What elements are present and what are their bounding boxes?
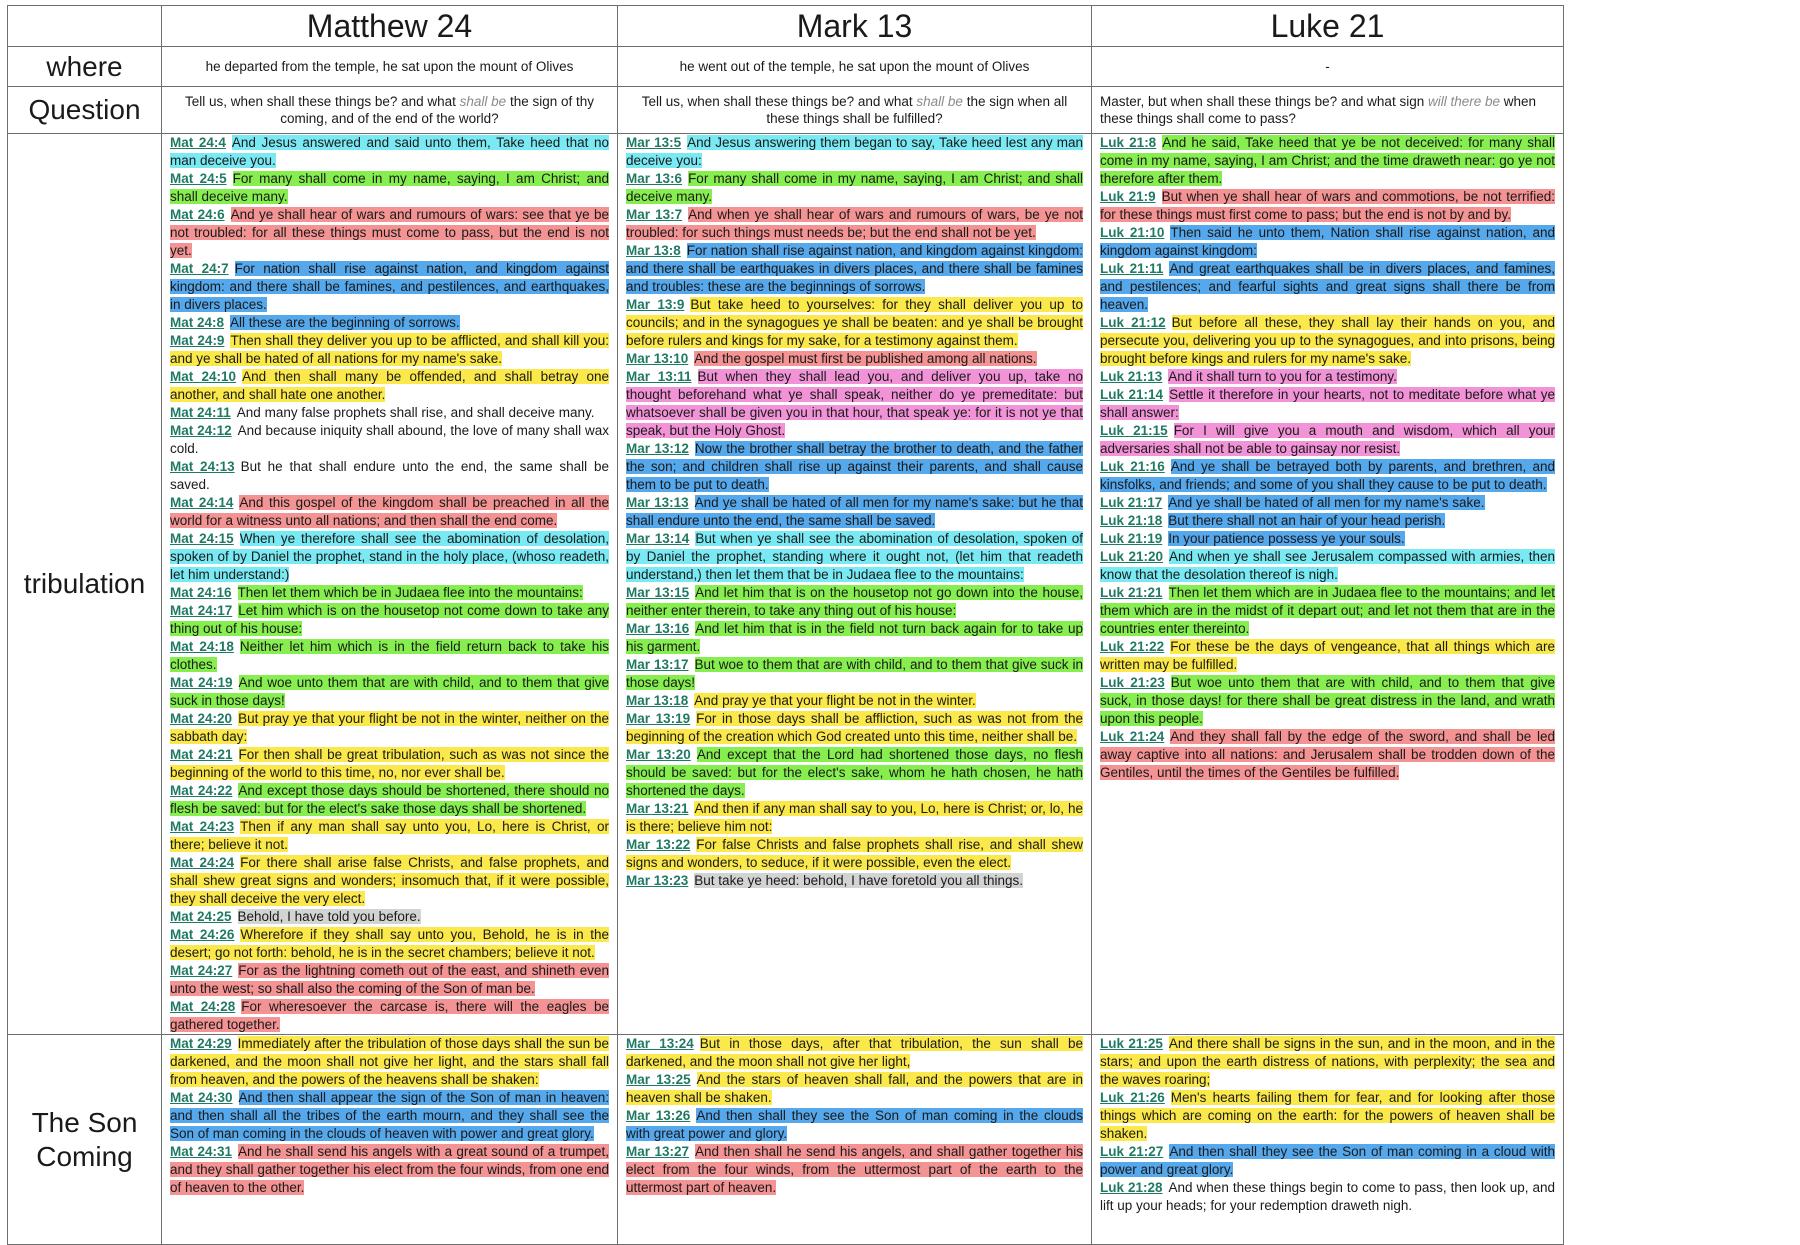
verse-item (170, 603, 609, 636)
verse-item (626, 243, 1083, 294)
verse-reference-link[interactable]: Mar 13:16 (626, 621, 690, 636)
verse-text: For nation shall rise against nation, and kingdom against kingdom: and there shall be earthquakes in divers places, and there shall be famines and troubles: these are the beginnings of sorrows. (626, 243, 1084, 294)
verse-item (1100, 585, 1555, 636)
verse-item (170, 747, 609, 780)
verse-item (1100, 1090, 1555, 1141)
verse-reference-link[interactable]: Mar 13:10 (626, 351, 689, 366)
verse-item (170, 531, 609, 582)
verse-reference-link[interactable]: Mat 24:30 (170, 1090, 233, 1105)
question-text: the sign of thy coming, and of the end of the world? (280, 94, 595, 126)
verse-item (1100, 1144, 1555, 1177)
verse-text: In your patience possess ye your souls. (1168, 531, 1405, 546)
question-text: the sign when all these things shall be fulfilled? (766, 94, 1068, 126)
verse-reference-link[interactable]: Mat 24:19 (170, 675, 233, 690)
verse-item (170, 459, 609, 492)
question-italic-text: shall be (459, 94, 507, 109)
column-header-luke: Luke 21 (1092, 6, 1564, 47)
verse-item (170, 1090, 609, 1141)
verse-text: Then said he unto them, Nation shall rise against nation, and kingdom against kingdom: (1100, 225, 1555, 258)
comparison-table (7, 5, 1564, 1245)
verse-reference-link[interactable]: Mar 13:24 (626, 1036, 694, 1051)
verse-text: But when ye shall see the abomination of desolation, spoken of by Daniel the prophet, standing where it ought not, (let him that readeth understand,) then let them that be in Judaea flee to the mountains: (626, 531, 1083, 582)
verse-text: Let him which is on the housetop not come down to take any thing out of his house: (170, 603, 609, 636)
verse-item (170, 819, 609, 852)
verse-item (170, 783, 609, 816)
verse-item (170, 1144, 609, 1195)
verse-text: But in those days, after that tribulation, the sun shall be darkened, and the moon shall not give her light, (626, 1036, 1083, 1069)
verse-item (626, 171, 1083, 204)
verse-reference-link[interactable]: Luk 21:12 (1100, 315, 1166, 330)
verse-text: And when ye shall see Jerusalem compassed with armies, then know that the desolation thereof is nigh. (1100, 549, 1555, 582)
verse-reference-link[interactable]: Mat 24:13 (170, 459, 235, 474)
verse-text: And when these things begin to come to pass, then look up, and lift up your heads; for your redemption draweth nigh. (1100, 1180, 1555, 1213)
corner-cell (8, 6, 162, 47)
verse-text: And woe unto them that are with child, and to them that give suck in those days! (170, 675, 609, 708)
verse-reference-link[interactable]: Mar 13:7 (626, 207, 683, 222)
verse-reference-link[interactable]: Mat 24:15 (170, 531, 234, 546)
verse-text: For nation shall rise against nation, and kingdom against kingdom: and there shall be famines, and pestilences, and earthquakes, in divers places. (170, 261, 609, 312)
verse-reference-link[interactable]: Luk 21:25 (1100, 1036, 1163, 1051)
verse-text: For as the lightning cometh out of the east, and shineth even unto the west; so shall also the coming of the Son of man be. (170, 963, 609, 996)
verse-text: And they shall fall by the edge of the sword, and shall be led away captive into all nations: and Jerusalem shall be trodden down of the Gentiles, until the times of the Gentiles be fulfilled. (1100, 729, 1556, 780)
question-italic-text: shall be (916, 94, 963, 109)
verses-cell-luke-coming (1092, 1035, 1564, 1245)
verse-text: And then if any man shall say to you, Lo, here is Christ; or, lo, he is there; believe him not: (626, 801, 1083, 834)
verse-item (170, 963, 609, 996)
verse-item (626, 585, 1083, 618)
verse-reference-link[interactable]: Mat 24:11 (170, 405, 231, 420)
verse-text: For many shall come in my name, saying, I am Christ; and shall deceive many. (626, 171, 1083, 204)
verse-item (1100, 1036, 1555, 1087)
verse-item (170, 405, 595, 420)
verse-item (170, 1036, 609, 1087)
verse-text: For then shall be great tribulation, such as was not since the beginning of the world to this time, no, nor ever shall be. (170, 747, 609, 780)
verse-reference-link[interactable]: Mar 13:22 (626, 837, 691, 852)
verse-text: And he said, Take heed that ye be not deceived: for many shall come in my name, saying, I am Christ; and the time draweth near: go ye not therefore after them. (1100, 135, 1555, 186)
verse-item (170, 855, 609, 906)
verse-text: And it shall turn to you for a testimony. (1168, 369, 1397, 384)
verse-text: Then shall they deliver you up to be afflicted, and shall kill you: and ye shall be hated of all nations for my name's sake. (170, 333, 609, 366)
verse-reference-link[interactable]: Mat 24:14 (170, 495, 234, 510)
verse-reference-link[interactable]: Luk 21:23 (1100, 675, 1165, 690)
verse-reference-link[interactable]: Mar 13:21 (626, 801, 689, 816)
column-header-mark: Mark 13 (618, 6, 1092, 47)
verse-reference-link[interactable]: Mar 13:20 (626, 747, 691, 762)
verse-text: And ye shall be betrayed both by parents, and brethren, and kinsfolks, and friends; and some of you shall they cause to be put to death. (1100, 459, 1556, 492)
verse-reference-link[interactable]: Mat 24:29 (170, 1036, 232, 1051)
verse-item (1100, 387, 1555, 420)
verse-text: And many false prophets shall rise, and shall deceive many. (236, 405, 595, 420)
verse-item (170, 495, 609, 528)
verse-reference-link[interactable]: Mat 24:18 (170, 639, 234, 654)
verse-item (1100, 729, 1555, 780)
verse-text: But when ye shall hear of wars and commotions, be not terrified: for these things must first come to pass; but the end is not by and by. (1100, 189, 1555, 222)
verse-item (170, 261, 609, 312)
verse-item (1100, 639, 1555, 672)
verse-text: And great earthquakes shall be in divers places, and famines, and pestilences; and fearful sights and great signs shall there be from heaven. (1100, 261, 1555, 312)
verses-cell-matthew (162, 134, 618, 1035)
verse-item (626, 657, 1083, 690)
row-label-tribulation: tribulation (8, 134, 162, 1035)
verse-item (626, 495, 1083, 528)
verse-item (626, 207, 1083, 240)
verse-text: And the stars of heaven shall fall, and the powers that are in heaven shall be shaken. (626, 1072, 1083, 1105)
verse-reference-link[interactable]: Luk 21:8 (1100, 135, 1157, 150)
verse-reference-link[interactable]: Mar 13:9 (626, 297, 685, 312)
verse-item (1100, 423, 1555, 456)
verse-item (1100, 549, 1555, 582)
verse-item (626, 531, 1083, 582)
verse-text: And let him that is in the field not turn back again for to take up his garment. (626, 621, 1083, 654)
verse-item (170, 135, 609, 168)
verses-cell-mark-coming (618, 1035, 1092, 1245)
verse-text: But woe unto them that are with child, and to them that give suck, in those days! for there shall be great distress in the land, and wrath upon this people. (1100, 675, 1555, 726)
verse-reference-link[interactable]: Luk 21:18 (1100, 513, 1163, 528)
header-row (8, 6, 1564, 47)
where-cell-mark: he went out of the temple, he sat upon the mount of Olives (618, 47, 1092, 87)
verse-text: And except that the Lord had shortened those days, no flesh should be saved: but for the elect's sake, whom he hath chosen, he hath shortened the days. (626, 747, 1083, 798)
verse-text: And this gospel of the kingdom shall be preached in all the world for a witness unto all nations; and then shall the end come. (170, 495, 609, 528)
verse-text: Then let them which are in Judaea flee to the mountains; and let them which are in the midst of it depart out; and let not them that are in the countries enter thereinto. (1100, 585, 1556, 636)
verse-item (170, 369, 609, 402)
row-label-where: where (8, 47, 162, 87)
verse-item (1100, 261, 1555, 312)
verse-text: But he that shall endure unto the end, the same shall be saved. (170, 459, 609, 492)
verse-text: For in those days shall be affliction, such as was not from the beginning of the creation which God created unto this time, neither shall be. (626, 711, 1083, 744)
verse-item (1100, 189, 1555, 222)
verse-reference-link[interactable]: Mat 24:6 (170, 207, 225, 222)
verse-reference-link[interactable]: Mar 13:13 (626, 495, 689, 510)
verse-reference-link[interactable]: Mar 13:18 (626, 693, 689, 708)
verse-item (170, 999, 609, 1032)
verse-text: Settle it therefore in your hearts, not to meditate before what ye shall answer: (1100, 387, 1556, 420)
verse-text: And let him that is on the housetop not go down into the house, neither enter therein, to take any thing out of his house: (626, 585, 1083, 618)
verse-item (1100, 225, 1555, 258)
verse-item (626, 837, 1083, 870)
verse-reference-link[interactable]: Mar 13:15 (626, 585, 690, 600)
verse-item (626, 873, 1023, 888)
verse-text: And there shall be signs in the sun, and in the moon, and in the stars; and upon the earth distress of nations, with perplexity; the sea and the waves roaring; (1100, 1036, 1556, 1087)
verse-item (1100, 495, 1485, 510)
verse-reference-link[interactable]: Luk 21:17 (1100, 495, 1163, 510)
verse-reference-link[interactable]: Mar 13:27 (626, 1144, 690, 1159)
row-label-question: Question (8, 87, 162, 134)
verse-item (170, 423, 609, 456)
verse-item (170, 711, 609, 744)
verse-text: Wherefore if they shall say unto you, Behold, he is in the desert; go not forth: behold, he is in the secret chambers; believe it not. (170, 927, 609, 960)
verse-text: And the gospel must first be published among all nations. (694, 351, 1037, 366)
row-label-son-coming: The Son Coming (8, 1035, 162, 1245)
verse-reference-link[interactable]: Mat 24:27 (170, 963, 233, 978)
verse-text: And Jesus answered and said unto them, Take heed that no man deceive you. (170, 135, 609, 168)
verse-reference-link[interactable]: Mar 13:26 (626, 1108, 691, 1123)
verse-item (626, 297, 1083, 348)
verse-item (170, 927, 609, 960)
verse-item (170, 909, 421, 924)
verses-cell-matthew-coming (162, 1035, 618, 1245)
verse-item (626, 1036, 1083, 1069)
verse-text: And he shall send his angels with a great sound of a trumpet, and they shall gather together his elect from the four winds, from one end of heaven to the other. (170, 1144, 609, 1195)
verse-text: For I will give you a mouth and wisdom, which all your adversaries shall not be able to gainsay nor resist. (1100, 423, 1555, 456)
verse-reference-link[interactable]: Mat 24:9 (170, 333, 225, 348)
verse-item (626, 1072, 1083, 1105)
verse-reference-link[interactable]: Mat 24:28 (170, 999, 236, 1014)
verse-text: Behold, I have told you before. (237, 909, 421, 924)
verse-text: But before all these, they shall lay their hands on you, and persecute you, delivering you up to the synagogues, and into prisons, being brought before kings and rulers for my name's sake. (1100, 315, 1555, 366)
verse-reference-link[interactable]: Mat 24:7 (170, 261, 229, 276)
verse-item (626, 351, 1037, 366)
verse-text: For false Christs and false prophets shall rise, and shall shew signs and wonders, to seduce, if it were possible, even the elect. (626, 837, 1083, 870)
verse-item (1100, 675, 1555, 726)
verse-reference-link[interactable]: Mat 24:31 (170, 1144, 232, 1159)
verse-reference-link[interactable]: Mat 24:21 (170, 747, 233, 762)
verse-text: And ye shall hear of wars and rumours of wars: see that ye be not troubled: for all these things must come to pass, but the end is not yet. (170, 207, 609, 258)
verse-reference-link[interactable]: Mat 24:12 (170, 423, 232, 438)
verse-item (170, 639, 609, 672)
verse-item (1100, 513, 1445, 528)
son-coming-row (8, 1035, 1564, 1245)
question-cell-mark (618, 87, 1092, 134)
verse-item (626, 1144, 1083, 1195)
verse-text: But when they shall lead you, and deliver you up, take no thought beforehand what ye shall speak, neither do ye premeditate: but whatsoever shall be given you in that hour, that speak ye: for it is not ye that speak, but the Holy Ghost. (626, 369, 1083, 438)
verse-reference-link[interactable]: Mat 24:4 (170, 135, 226, 150)
verse-reference-link[interactable]: Mat 24:10 (170, 369, 237, 384)
verse-reference-link[interactable]: Luk 21:20 (1100, 549, 1163, 564)
verse-text: For wheresoever the carcase is, there will the eagles be gathered together. (170, 999, 610, 1032)
verse-text: And ye shall be hated of all men for my name's sake. (1168, 495, 1485, 510)
verse-text: But pray ye that your flight be not in the winter, neither on the sabbath day: (170, 711, 609, 744)
verse-item (626, 441, 1083, 492)
verse-reference-link[interactable]: Luk 21:11 (1100, 261, 1164, 276)
verse-reference-link[interactable]: Mar 13:25 (626, 1072, 691, 1087)
verse-text: And then shall appear the sign of the Son of man in heaven: and then shall all the tribes of the earth mourn, and they shall see the Son of man coming in the clouds of heaven with power and great glory. (170, 1090, 609, 1141)
verse-reference-link[interactable]: Luk 21:19 (1100, 531, 1163, 546)
verse-item (626, 621, 1083, 654)
verse-reference-link[interactable]: Mar 13:12 (626, 441, 689, 456)
verse-item (626, 693, 976, 708)
verse-reference-link[interactable]: Luk 21:14 (1100, 387, 1164, 402)
verse-text: And because iniquity shall abound, the love of many shall wax cold. (170, 423, 610, 456)
verse-item (626, 801, 1083, 834)
verse-text: Now the brother shall betray the brother to death, and the father the son; and children shall rise up against their parents, and shall cause them to be put to death. (626, 441, 1083, 492)
where-row (8, 47, 1564, 87)
verse-text: For there shall arise false Christs, and false prophets, and shall shew great signs and wonders; insomuch that, if it were possible, they shall deceive the very elect. (170, 855, 609, 906)
question-text: Tell us, when shall these things be? and what (184, 94, 460, 109)
verse-reference-link[interactable]: Luk 21:28 (1100, 1180, 1163, 1195)
verse-item (170, 207, 609, 258)
verse-text: But there shall not an hair of your head perish. (1168, 513, 1446, 528)
verse-reference-link[interactable]: Luk 21:24 (1100, 729, 1165, 744)
verse-reference-link[interactable]: Luk 21:16 (1100, 459, 1165, 474)
verses-cell-luke (1092, 134, 1564, 1035)
verse-item (626, 1108, 1083, 1141)
verse-text: Then if any man shall say unto you, Lo, here is Christ, or there; believe it not. (170, 819, 610, 852)
verse-reference-link[interactable]: Mat 24:17 (170, 603, 233, 618)
verse-item (170, 585, 583, 600)
verse-text: And then shall they see the Son of man coming in the clouds with great power and glory. (626, 1108, 1083, 1141)
verse-text: But take ye heed: behold, I have foretold you all things. (694, 873, 1024, 888)
question-cell-matthew (162, 87, 618, 134)
verse-text: And ye shall be hated of all men for my name's sake: but he that shall endure unto the end, the same shall be saved. (626, 495, 1083, 528)
question-cell-luke (1092, 87, 1564, 134)
verse-text: And then shall he send his angels, and shall gather together his elect from the four winds, from the uttermost part of the earth to the uttermost part of heaven. (626, 1144, 1083, 1195)
verse-item (626, 369, 1083, 438)
question-text: Master, but when shall these things be? and what sign (1100, 94, 1428, 109)
verse-text: But woe to them that are with child, and to them that give suck in those days! (626, 657, 1083, 690)
verse-item (170, 315, 460, 330)
verse-item (170, 675, 609, 708)
verse-text: And then shall they see the Son of man coming in a cloud with power and great glory. (1100, 1144, 1556, 1177)
where-cell-matthew: he departed from the temple, he sat upon the mount of Olives (162, 47, 618, 87)
verse-reference-link[interactable]: Luk 21:26 (1100, 1090, 1165, 1105)
question-italic-text: will there be (1427, 94, 1501, 109)
verse-text: And pray ye that your flight be not in the winter. (694, 693, 976, 708)
verse-reference-link[interactable]: Mat 24:8 (170, 315, 225, 330)
verse-text: And when ye shall hear of wars and rumours of wars, be ye not troubled: for such things must needs be; but the end shall not be yet. (626, 207, 1083, 240)
verse-item (626, 135, 1083, 168)
verse-item (626, 747, 1083, 798)
verse-reference-link[interactable]: Luk 21:27 (1100, 1144, 1164, 1159)
verse-reference-link[interactable]: Luk 21:13 (1100, 369, 1163, 384)
verse-item (1100, 531, 1405, 546)
verse-reference-link[interactable]: Luk 21:21 (1100, 585, 1163, 600)
verse-text: All these are the beginning of sorrows. (230, 315, 460, 330)
verse-reference-link[interactable]: Mar 13:17 (626, 657, 689, 672)
verse-item (1100, 315, 1555, 366)
verse-item (626, 711, 1083, 744)
verse-text: For these be the days of vengeance, that all things which are written may be fulfilled. (1100, 639, 1555, 672)
where-cell-luke: - (1092, 47, 1564, 87)
verse-reference-link[interactable]: Luk 21:9 (1100, 189, 1156, 204)
verse-text: Immediately after the tribulation of those days shall the sun be darkened, and the moon shall not give her light, and the stars shall fall from heaven, and the powers of the heavens shall be shaken: (170, 1036, 610, 1087)
verse-text: When ye therefore shall see the abomination of desolation, spoken of by Daniel the prophet, stand in the holy place, (whoso readeth, let him understand:) (170, 531, 609, 582)
verse-reference-link[interactable]: Mat 24:20 (170, 711, 233, 726)
verse-text: But take heed to yourselves: for they shall deliver you up to councils; and in the synagogues ye shall be beaten: and ye shall be brought before rulers and kings for my sake, for a testimony against them. (626, 297, 1083, 348)
verse-reference-link[interactable]: Mat 24:5 (170, 171, 227, 186)
verse-text: For many shall come in my name, saying, I am Christ; and shall deceive many. (170, 171, 609, 204)
verses-cell-mark (618, 134, 1092, 1035)
verse-item (1100, 1180, 1555, 1213)
verse-text: Neither let him which is in the field return back to take his clothes. (170, 639, 609, 672)
question-text: when these things shall come to pass? (1100, 94, 1537, 126)
verse-reference-link[interactable]: Mat 24:16 (170, 585, 232, 600)
verse-reference-link[interactable]: Mar 13:19 (626, 711, 691, 726)
question-row (8, 87, 1564, 134)
verse-reference-link[interactable]: Mat 24:23 (170, 819, 235, 834)
verse-reference-link[interactable]: Mar 13:8 (626, 243, 681, 258)
verse-item (1100, 135, 1555, 186)
question-text: Tell us, when shall these things be? and what (641, 94, 917, 109)
verse-reference-link[interactable]: Mar 13:11 (626, 369, 692, 384)
verse-item (1100, 369, 1397, 384)
verse-item (1100, 459, 1555, 492)
column-header-matthew: Matthew 24 (162, 6, 618, 47)
verse-reference-link[interactable]: Mat 24:26 (170, 927, 235, 942)
tribulation-row (8, 134, 1564, 1035)
verse-reference-link[interactable]: Mar 13:6 (626, 171, 683, 186)
verse-text: And then shall many be offended, and shall betray one another, and shall hate one another. (170, 369, 609, 402)
verse-reference-link[interactable]: Luk 21:10 (1100, 225, 1165, 240)
verse-reference-link[interactable]: Luk 21:22 (1100, 639, 1165, 654)
verse-reference-link[interactable]: Mar 13:5 (626, 135, 682, 150)
verse-text: And Jesus answering them began to say, Take heed lest any man deceive you: (626, 135, 1083, 168)
verse-reference-link[interactable]: Mar 13:23 (626, 873, 689, 888)
verse-reference-link[interactable]: Mat 24:24 (170, 855, 235, 870)
verse-text: Men's hearts failing them for fear, and for looking after those things which are coming on the earth: for the powers of heaven shall be shaken. (1100, 1090, 1555, 1141)
verse-reference-link[interactable]: Mat 24:22 (170, 783, 233, 798)
verse-reference-link[interactable]: Luk 21:15 (1100, 423, 1168, 438)
verse-item (170, 333, 609, 366)
verse-text: And except those days should be shortened, there should no flesh be saved: but for the elect's sake those days shall be shortened. (170, 783, 609, 816)
verse-item (170, 171, 609, 204)
verse-reference-link[interactable]: Mar 13:14 (626, 531, 690, 546)
verse-text: Then let them which be in Judaea flee into the mountains: (237, 585, 583, 600)
verse-reference-link[interactable]: Mat 24:25 (170, 909, 232, 924)
